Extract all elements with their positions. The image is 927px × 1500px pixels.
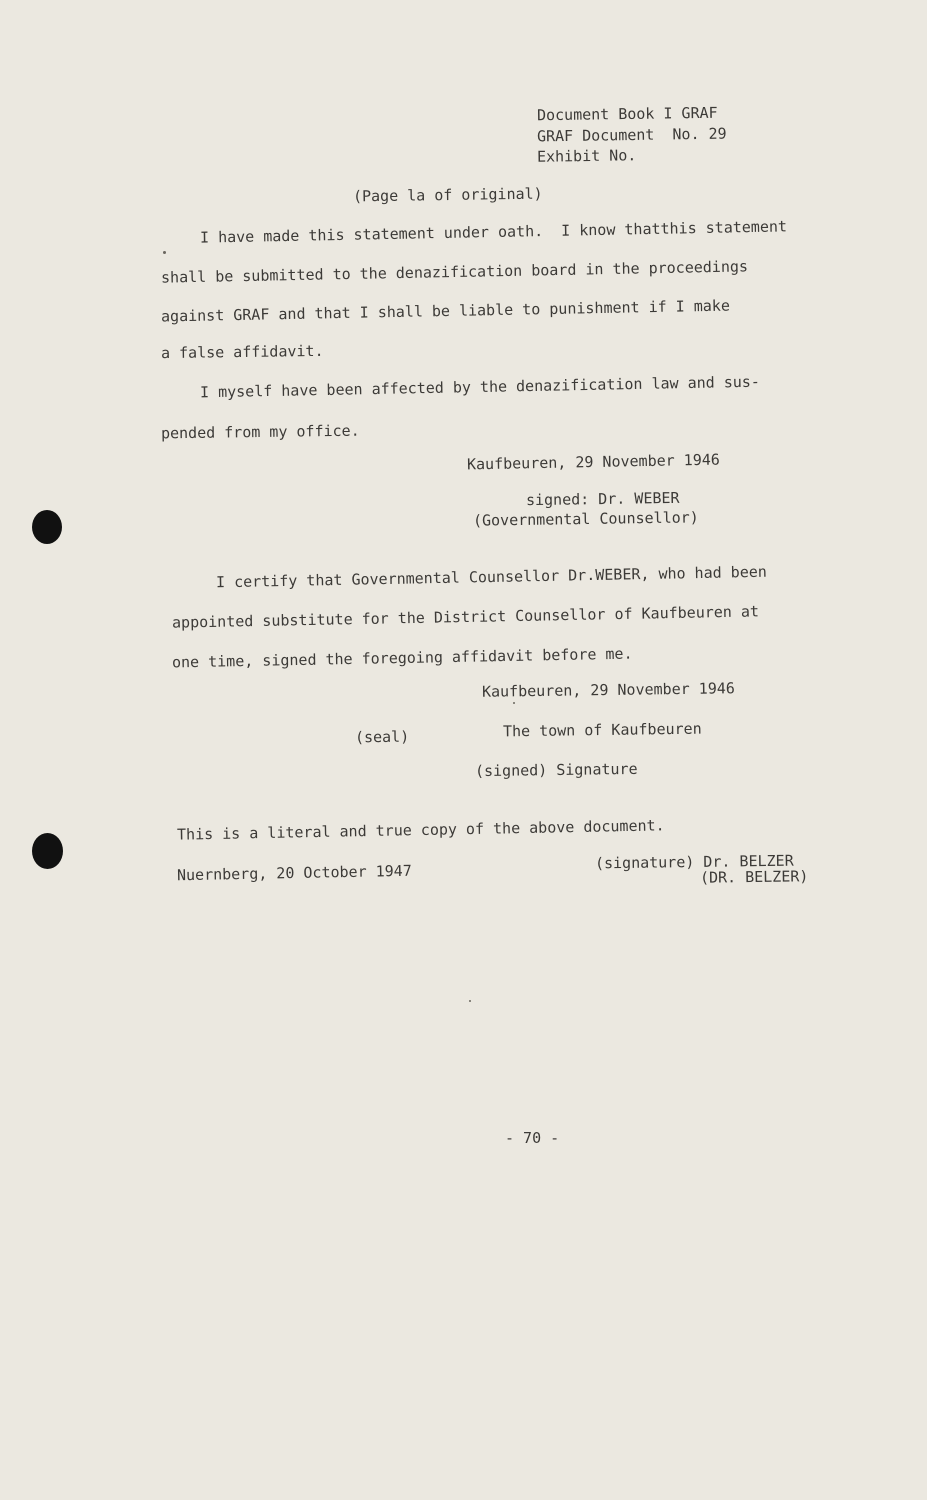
copy-place-date: Nuernberg, 20 October 1947 xyxy=(176,861,412,885)
exhibit-number: Exhibit No. xyxy=(536,146,637,166)
town-label: The town of Kaufbeuren xyxy=(502,719,702,741)
signature-1-signed: signed: Dr. WEBER xyxy=(525,488,680,510)
punch-hole-lower xyxy=(32,833,63,869)
certification-line-3: one time, signed the foregoing affidavit before me. xyxy=(171,644,633,672)
statement-line-5: I myself have been affected by the denazification law and sus- xyxy=(199,372,761,402)
punch-hole-upper xyxy=(32,510,62,544)
graf-document-number: GRAF Document No. 29 xyxy=(536,124,727,146)
statement-line-6: pended from my office. xyxy=(160,421,360,443)
signature-1-title: (Governmental Counsellor) xyxy=(472,508,699,530)
paper-speck xyxy=(469,1000,471,1002)
statement-line-4: a false affidavit. xyxy=(160,341,324,363)
document-book-label: Document Book I GRAF xyxy=(536,103,718,125)
statement-line-3: against GRAF and that I shall be liable to punishment if I make xyxy=(160,296,731,326)
page-reference: (Page la of original) xyxy=(352,184,543,206)
copy-signature-label: (signature) Dr. BELZER xyxy=(594,851,794,873)
paper-speck xyxy=(513,702,515,704)
place-date-1: Kaufbeuren, 29 November 1946 xyxy=(466,450,721,474)
copy-signature-name: (DR. BELZER) xyxy=(699,867,809,887)
seal-label: (seal) xyxy=(354,727,410,747)
town-signed: (signed) Signature xyxy=(474,759,638,781)
certification-line-1: I certify that Governmental Counsellor Dr.WEBER, who had been xyxy=(215,562,768,592)
statement-line-2: shall be submitted to the denazification board in the proceedings xyxy=(160,257,749,287)
paper-speck xyxy=(163,251,166,254)
copy-note: This is a literal and true copy of the above document. xyxy=(176,816,665,844)
place-date-2: Kaufbeuren, 29 November 1946 xyxy=(481,679,735,701)
certification-line-2: appointed substitute for the District Counsellor of Kaufbeuren at xyxy=(171,602,760,632)
page-number: - 70 - xyxy=(505,1129,560,1147)
statement-line-1: I have made this statement under oath. I know thatthis statement xyxy=(199,217,788,247)
